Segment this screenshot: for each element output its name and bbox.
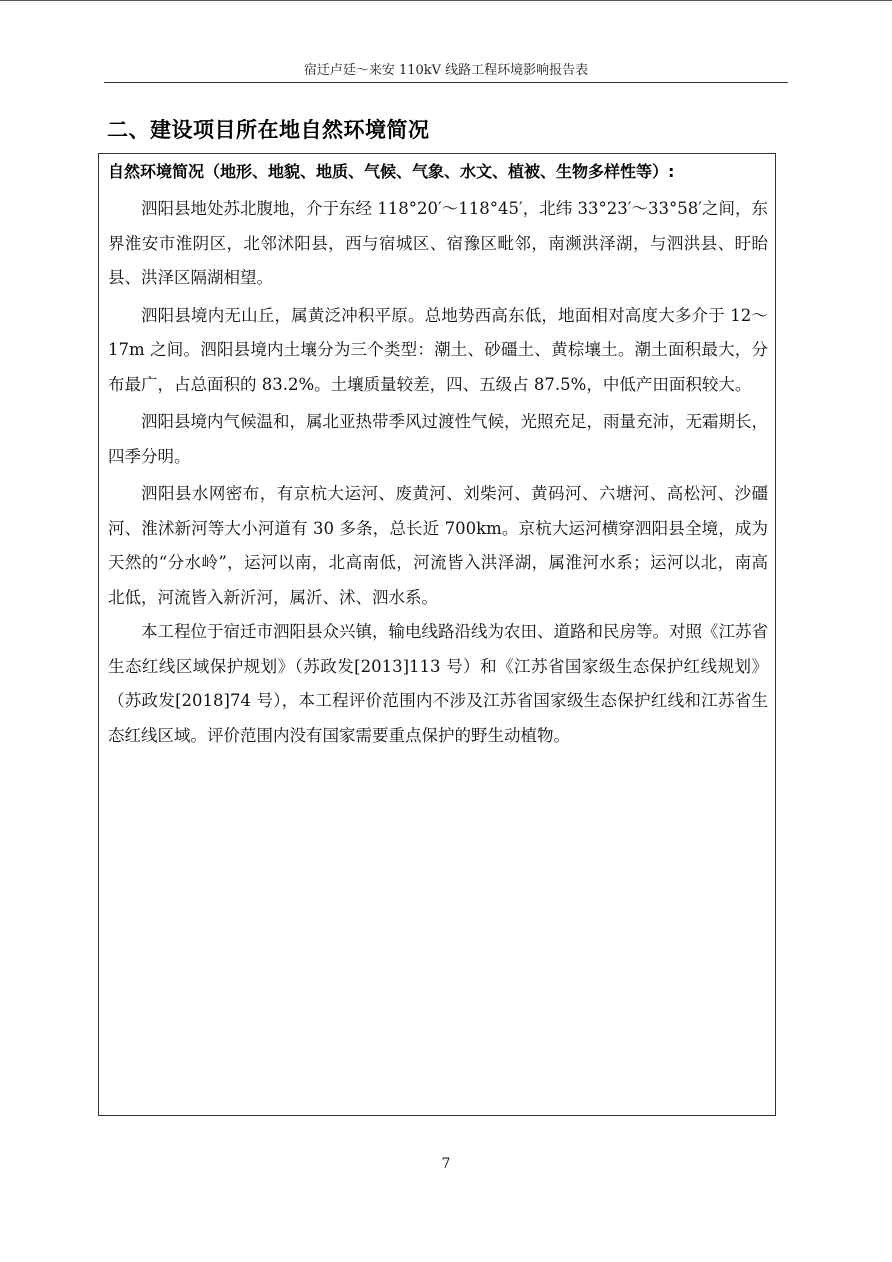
paragraph-location: 泗阳县地处苏北腹地，介于东经 118°20′～118°45′，北纬 33°23′～33°58′之间，东界淮安市淮阴区，北邻沭阳县，西与宿城区、宿豫区毗邻，南濒洪泽湖，与泗洪县、盱眙县、洪泽区隔湖相望。 — [108, 199, 768, 287]
header-rule — [104, 82, 788, 83]
paragraph-climate: 泗阳县境内气候温和，属北亚热带季风过渡性气候，光照充足，雨量充沛，无霜期长，四季分明。 — [108, 412, 768, 466]
natural-environment-box — [98, 153, 776, 1116]
section-title: 二、建设项目所在地自然环境简况 — [107, 118, 430, 142]
paragraph-terrain-soil: 泗阳县境内无山丘，属黄泛冲积平原。总地势西高东低，地面相对高度大多介于 12～17m 之间。泗阳县境内土壤分为三个类型：潮土、砂礓土、黄棕壤土。潮土面积最大，分布最广，占总面积的 83.2%。土壤质量较差，四、五级占 87.5%，中低产田面积较大。 — [108, 305, 768, 394]
page-number: 7 — [441, 1156, 451, 1172]
paragraph-ecology: 本工程位于宿迁市泗阳县众兴镇，输电线路沿线为农田、道路和民房等。对照《江苏省生态红线区域保护规划》（苏政发[2013]113 号）和《江苏省国家级生态保护红线规划》（苏政发[2018]74 号），本工程评价范围内不涉及江苏省国家级生态保护红线和江苏省生态红线区域。评价范围内没有国家需要重点保护的野生动植物。 — [108, 622, 768, 745]
running-header: 宿迁卢廷～来安 110kV 线路工程环境影响报告表 — [303, 63, 589, 78]
page-top-border — [0, 0, 892, 1]
box-heading: 自然环境简况（地形、地貌、地质、气候、气象、水文、植被、生物多样性等）: — [108, 162, 675, 181]
paragraph-hydrology: 泗阳县水网密布，有京杭大运河、废黄河、刘柴河、黄码河、六塘河、高松河、沙礓河、淮沭新河等大小河道有 30 多条，总长近 700km。京杭大运河横穿泗阳县全境，成为天然的“分水岭”，运河以南，北高南低，河流皆入洪泽湖，属淮河水系；运河以北，南高北低，河流皆入新沂河，属沂、沭、泗水系。 — [108, 484, 768, 607]
body-text — [108, 192, 768, 753]
